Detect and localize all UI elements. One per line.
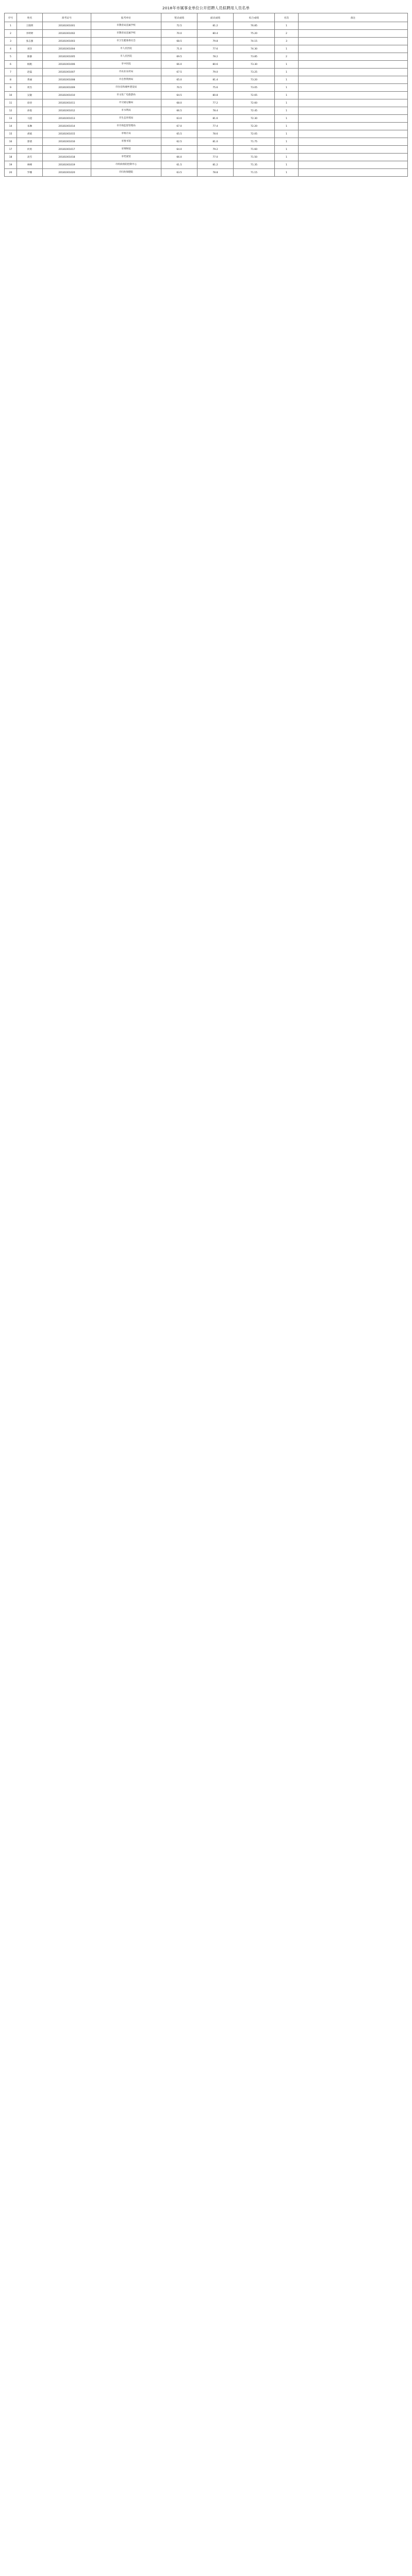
cell-index: 16 [5, 138, 17, 146]
cell-interview: 81.2 [197, 161, 234, 169]
cell-remark [299, 45, 408, 53]
table-row [5, 146, 408, 154]
cell-name: 张志强 [17, 38, 43, 45]
cell-total: 73.30 [234, 61, 275, 69]
cell-unit: 市疾病预防控制中心 [91, 161, 161, 169]
cell-written: 63.0 [161, 115, 197, 123]
cell-interview: 77.2 [197, 99, 234, 107]
cell-exam-id: 20181001005 [43, 53, 91, 61]
cell-unit: 市统计局 [91, 130, 161, 138]
cell-rank: 1 [275, 45, 299, 53]
cell-exam-id: 20181001006 [43, 61, 91, 69]
cell-unit: 市博物馆 [91, 146, 161, 154]
cell-interview: 79.2 [197, 146, 234, 154]
cell-index: 12 [5, 107, 17, 115]
cell-interview: 77.6 [197, 45, 234, 53]
cell-interview: 81.6 [197, 115, 234, 123]
cell-unit: 市文化广电旅游局 [91, 92, 161, 99]
cell-unit: 市交通运输局 [91, 99, 161, 107]
cell-remark [299, 138, 408, 146]
cell-unit: 市生态环境局 [91, 115, 161, 123]
cell-exam-id: 20181001012 [43, 107, 91, 115]
table-row [5, 45, 408, 53]
column-header: 名次 [275, 13, 299, 22]
cell-index: 4 [5, 45, 17, 53]
cell-unit: 市市场监督管理局 [91, 123, 161, 130]
cell-total: 71.15 [234, 169, 275, 177]
cell-name: 罗娜 [17, 169, 43, 177]
cell-unit: 市住房和城乡建设局 [91, 84, 161, 92]
cell-written: 61.5 [161, 161, 197, 169]
column-header: 备注 [299, 13, 408, 22]
cell-written: 70.5 [161, 84, 197, 92]
cell-name: 李婷婷 [17, 30, 43, 38]
cell-name: 高雪 [17, 154, 43, 161]
cell-index: 7 [5, 69, 17, 76]
cell-name: 黄丽 [17, 76, 43, 84]
cell-rank: 1 [275, 92, 299, 99]
cell-rank: 1 [275, 123, 299, 130]
cell-name: 朱琳 [17, 123, 43, 130]
cell-remark [299, 38, 408, 45]
table-row [5, 61, 408, 69]
cell-written: 67.0 [161, 123, 197, 130]
cell-written: 70.0 [161, 30, 197, 38]
cell-rank: 1 [275, 161, 299, 169]
cell-total: 72.65 [234, 92, 275, 99]
cell-rank: 1 [275, 76, 299, 84]
cell-index: 10 [5, 92, 17, 99]
cell-written: 66.5 [161, 107, 197, 115]
cell-written: 63.5 [161, 169, 197, 177]
cell-written: 71.0 [161, 45, 197, 53]
cell-interview: 81.2 [197, 22, 234, 30]
cell-index: 14 [5, 123, 17, 130]
cell-total: 71.60 [234, 146, 275, 154]
cell-rank: 1 [275, 99, 299, 107]
table-row [5, 38, 408, 45]
cell-index: 3 [5, 38, 17, 45]
cell-total: 72.30 [234, 115, 275, 123]
table-row [5, 99, 408, 107]
cell-unit: 市中医院 [91, 61, 161, 69]
column-header: 姓名 [17, 13, 43, 22]
cell-unit: 市农业农村局 [91, 69, 161, 76]
table-row [5, 92, 408, 99]
cell-rank: 1 [275, 84, 299, 92]
cell-name: 王晓明 [17, 22, 43, 30]
cell-name: 周杰 [17, 84, 43, 92]
cell-name: 何勇 [17, 146, 43, 154]
table-row [5, 115, 408, 123]
column-header: 综合成绩 [234, 13, 275, 22]
cell-name: 刘洋 [17, 45, 43, 53]
cell-exam-id: 20181001011 [43, 99, 91, 107]
cell-name: 赵磊 [17, 69, 43, 76]
cell-index: 8 [5, 76, 17, 84]
cell-unit: 市人民医院 [91, 53, 161, 61]
cell-unit: 市妇幼保健院 [91, 169, 161, 177]
cell-exam-id: 20181001002 [43, 30, 91, 38]
cell-total: 73.25 [234, 69, 275, 76]
cell-index: 18 [5, 154, 17, 161]
cell-name: 林峰 [17, 161, 43, 169]
table-row [5, 22, 408, 30]
cell-total: 73.85 [234, 53, 275, 61]
cell-exam-id: 20181001016 [43, 138, 91, 146]
cell-written: 64.5 [161, 92, 197, 99]
cell-rank: 1 [275, 115, 299, 123]
cell-total: 73.20 [234, 76, 275, 84]
cell-index: 9 [5, 84, 17, 92]
cell-rank: 1 [275, 138, 299, 146]
cell-unit: 市档案馆 [91, 154, 161, 161]
cell-total: 72.45 [234, 107, 275, 115]
cell-total: 72.05 [234, 130, 275, 138]
cell-exam-id: 20181001015 [43, 130, 91, 138]
cell-remark [299, 92, 408, 99]
cell-exam-id: 20181001019 [43, 161, 91, 169]
column-header: 报考单位 [91, 13, 161, 22]
cell-name: 杨帆 [17, 61, 43, 69]
table-row [5, 69, 408, 76]
cell-remark [299, 123, 408, 130]
cell-written: 66.0 [161, 154, 197, 161]
cell-remark [299, 69, 408, 76]
cell-unit: 市图书馆 [91, 138, 161, 146]
table-body [5, 22, 408, 177]
cell-written: 66.0 [161, 61, 197, 69]
cell-rank: 1 [275, 22, 299, 30]
cell-rank: 2 [275, 30, 299, 38]
cell-exam-id: 20181001007 [43, 69, 91, 76]
cell-index: 1 [5, 22, 17, 30]
cell-rank: 1 [275, 130, 299, 138]
cell-name: 马超 [17, 115, 43, 123]
column-header: 序号 [5, 13, 17, 22]
cell-interview: 78.4 [197, 107, 234, 115]
cell-interview: 81.4 [197, 76, 234, 84]
cell-interview: 77.0 [197, 154, 234, 161]
cell-index: 11 [5, 99, 17, 107]
cell-exam-id: 20181001020 [43, 169, 91, 177]
cell-rank: 1 [275, 169, 299, 177]
cell-written: 68.0 [161, 99, 197, 107]
cell-exam-id: 20181001008 [43, 76, 91, 84]
column-header: 准考证号 [43, 13, 91, 22]
cell-remark [299, 146, 408, 154]
cell-unit: 市人民医院 [91, 45, 161, 53]
cell-interview: 78.2 [197, 53, 234, 61]
table-row [5, 123, 408, 130]
column-header: 面试成绩 [197, 13, 234, 22]
table-row [5, 76, 408, 84]
cell-interview: 80.6 [197, 61, 234, 69]
cell-unit: 市教育局直属学校 [91, 30, 161, 38]
cell-name: 胡斌 [17, 130, 43, 138]
table-row [5, 107, 408, 115]
cell-rank: 1 [275, 154, 299, 161]
cell-name: 徐涛 [17, 99, 43, 107]
cell-remark [299, 76, 408, 84]
cell-interview: 78.6 [197, 130, 234, 138]
cell-written: 65.0 [161, 76, 197, 84]
cell-written: 62.5 [161, 138, 197, 146]
cell-total: 73.05 [234, 84, 275, 92]
cell-written: 72.5 [161, 22, 197, 30]
cell-total: 72.20 [234, 123, 275, 130]
cell-unit: 市卫生健康委员会 [91, 38, 161, 45]
cell-rank: 3 [275, 38, 299, 45]
cell-exam-id: 20181001013 [43, 115, 91, 123]
table-header-row [5, 13, 408, 22]
cell-total: 71.50 [234, 154, 275, 161]
cell-remark [299, 115, 408, 123]
cell-index: 6 [5, 61, 17, 69]
table-row [5, 30, 408, 38]
cell-total: 74.30 [234, 45, 275, 53]
cell-remark [299, 161, 408, 169]
cell-interview: 77.4 [197, 123, 234, 130]
cell-total: 71.35 [234, 161, 275, 169]
cell-written: 64.0 [161, 146, 197, 154]
table-row [5, 161, 408, 169]
cell-total: 71.75 [234, 138, 275, 146]
cell-written: 65.5 [161, 130, 197, 138]
cell-index: 20 [5, 169, 17, 177]
cell-unit: 市教育局直属学校 [91, 22, 161, 30]
cell-written: 68.5 [161, 38, 197, 45]
cell-name: 陈静 [17, 53, 43, 61]
cell-interview: 78.8 [197, 169, 234, 177]
cell-remark [299, 22, 408, 30]
cell-interview: 80.4 [197, 30, 234, 38]
table-row [5, 154, 408, 161]
cell-interview: 81.0 [197, 138, 234, 146]
cell-index: 17 [5, 146, 17, 154]
cell-index: 19 [5, 161, 17, 169]
cell-exam-id: 20181001014 [43, 123, 91, 130]
cell-interview: 75.6 [197, 84, 234, 92]
cell-rank: 1 [275, 107, 299, 115]
cell-exam-id: 20181001009 [43, 84, 91, 92]
cell-name: 吴敏 [17, 92, 43, 99]
cell-remark [299, 107, 408, 115]
cell-index: 15 [5, 130, 17, 138]
column-header: 笔试成绩 [161, 13, 197, 22]
cell-remark [299, 99, 408, 107]
cell-remark [299, 130, 408, 138]
cell-name: 孙悦 [17, 107, 43, 115]
cell-exam-id: 20181001001 [43, 22, 91, 30]
cell-exam-id: 20181001018 [43, 154, 91, 161]
cell-name: 郭倩 [17, 138, 43, 146]
cell-exam-id: 20181001003 [43, 38, 91, 45]
cell-total: 72.60 [234, 99, 275, 107]
document-title: 2018年市属事业单位公开招聘人员拟聘用人员名单 [162, 6, 250, 10]
table-row [5, 130, 408, 138]
cell-exam-id: 20181001017 [43, 146, 91, 154]
cell-interview: 79.0 [197, 69, 234, 76]
cell-interview: 79.8 [197, 38, 234, 45]
cell-rank: 2 [275, 53, 299, 61]
cell-total: 75.20 [234, 30, 275, 38]
cell-total: 74.15 [234, 38, 275, 45]
cell-remark [299, 169, 408, 177]
table-row [5, 138, 408, 146]
cell-remark [299, 53, 408, 61]
table-row [5, 84, 408, 92]
table-row [5, 169, 408, 177]
cell-index: 13 [5, 115, 17, 123]
roster-table [4, 13, 408, 177]
cell-written: 69.5 [161, 53, 197, 61]
cell-exam-id: 20181001004 [43, 45, 91, 53]
cell-rank: 1 [275, 69, 299, 76]
cell-remark [299, 84, 408, 92]
cell-rank: 1 [275, 61, 299, 69]
table-row [5, 53, 408, 61]
cell-total: 76.85 [234, 22, 275, 30]
cell-remark [299, 154, 408, 161]
cell-index: 2 [5, 30, 17, 38]
cell-unit: 市自然资源局 [91, 76, 161, 84]
cell-interview: 80.8 [197, 92, 234, 99]
cell-exam-id: 20181001010 [43, 92, 91, 99]
cell-remark [299, 61, 408, 69]
cell-unit: 市水利局 [91, 107, 161, 115]
cell-remark [299, 30, 408, 38]
cell-written: 67.5 [161, 69, 197, 76]
cell-index: 5 [5, 53, 17, 61]
cell-rank: 1 [275, 146, 299, 154]
